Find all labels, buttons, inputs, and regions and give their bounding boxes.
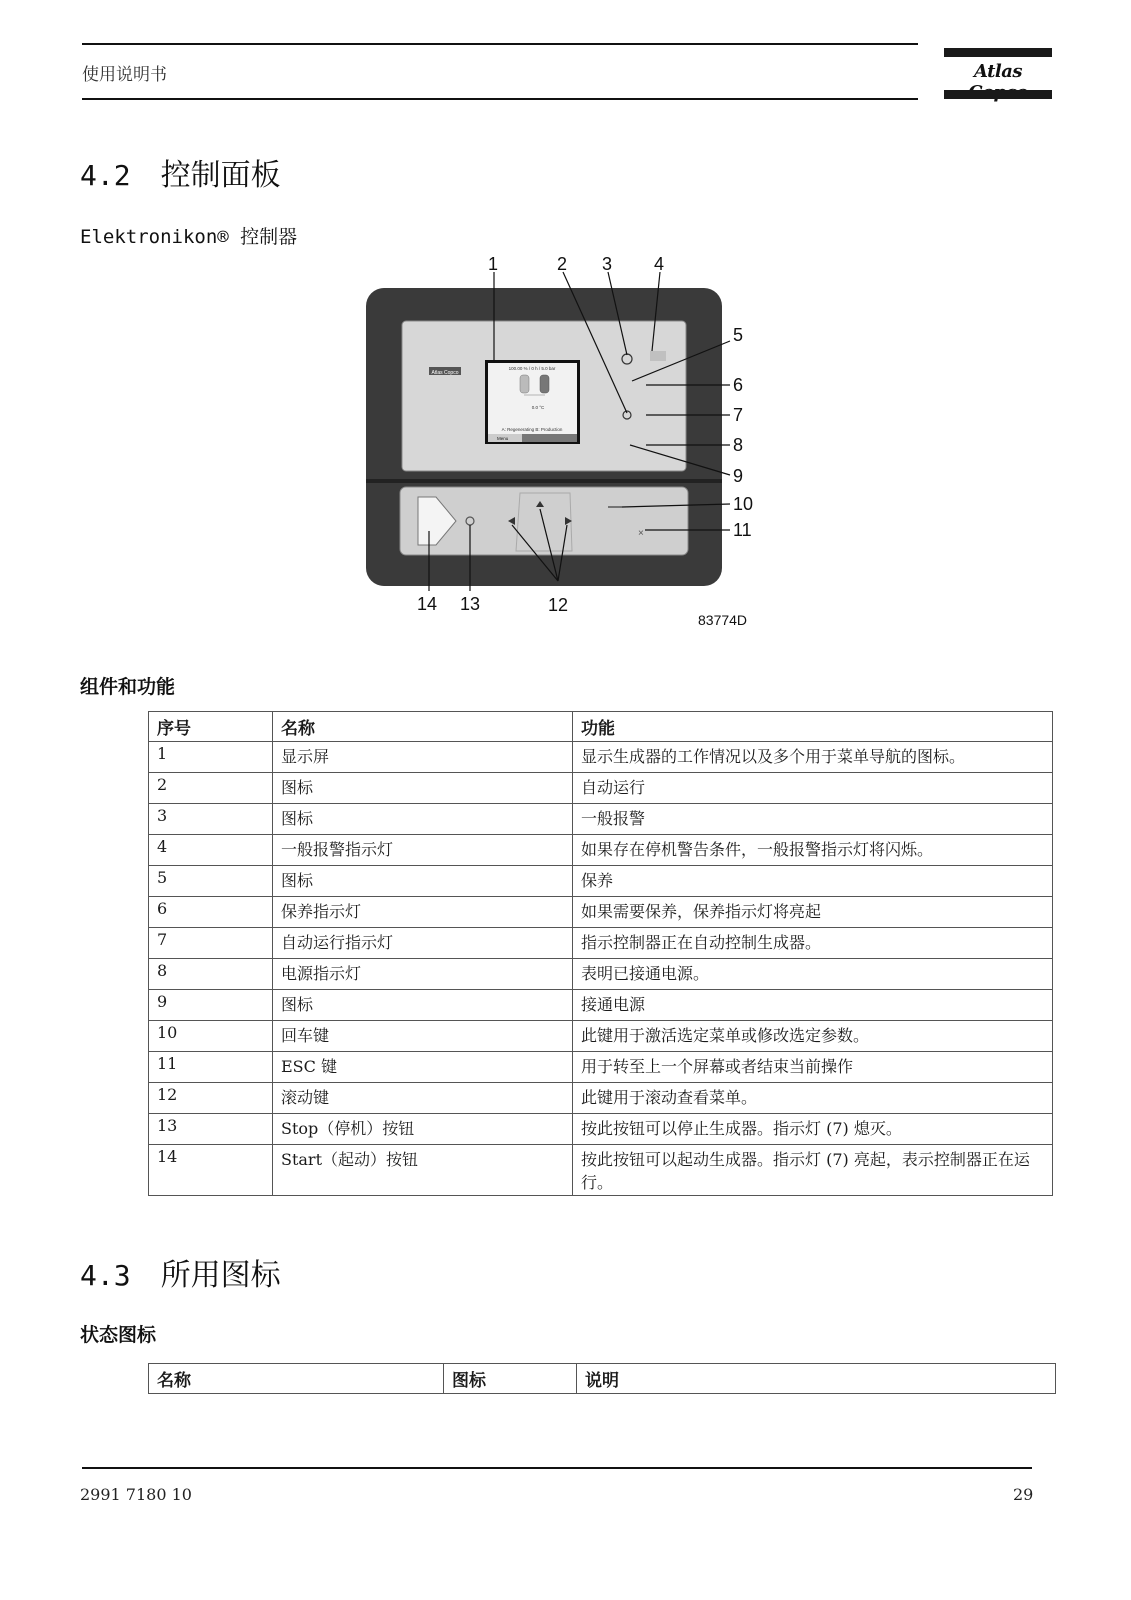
section-heading-4-3: 4.3 所用图标	[80, 1258, 281, 1293]
row-function-cell: 如果需要保养，保养指示灯将亮起	[573, 897, 1053, 928]
row-number-cell: 6	[149, 897, 273, 928]
table-row	[149, 928, 1053, 959]
table-row	[149, 990, 1053, 1021]
section-heading-4-2: 4.2 控制面板	[80, 158, 281, 193]
row-name-cell: 回车键	[273, 1021, 573, 1052]
column-header: 说明	[577, 1364, 1056, 1394]
footer-rule	[82, 1467, 1032, 1469]
row-function-cell: 一般报警	[573, 804, 1053, 835]
row-number-cell: 10	[149, 1021, 273, 1052]
row-function-cell: 用于转至上一个屏幕或者结束当前操作	[573, 1052, 1053, 1083]
row-name-cell: 图标	[273, 866, 573, 897]
header-title: 使用说明书	[82, 65, 167, 85]
row-function-cell: 此键用于滚动查看菜单。	[573, 1083, 1053, 1114]
page-number: 29	[1013, 1485, 1034, 1504]
row-name-cell: 电源指示灯	[273, 959, 573, 990]
callout-12: 12	[548, 595, 569, 615]
row-name-cell: 一般报警指示灯	[273, 835, 573, 866]
column-header: 序号	[149, 712, 273, 742]
callout-5: 5	[733, 325, 744, 345]
row-number-cell: 11	[149, 1052, 273, 1083]
row-function-cell: 显示生成器的工作情况以及多个用于菜单导航的图标。	[573, 742, 1053, 773]
components-heading: 组件和功能	[80, 676, 176, 698]
table-row	[149, 1021, 1053, 1052]
row-name-cell: Start（起动）按钮	[273, 1145, 573, 1196]
row-number-cell: 5	[149, 866, 273, 897]
row-function-cell: 自动运行	[573, 773, 1053, 804]
row-number-cell: 2	[149, 773, 273, 804]
callout-1: 1	[488, 255, 499, 274]
callout-6: 6	[733, 375, 744, 395]
row-function-cell: 按此按钮可以停止生成器。指示灯 (7) 熄灭。	[573, 1114, 1053, 1145]
callout-3: 3	[602, 255, 613, 274]
components-table	[148, 711, 1053, 1196]
column-header: 名称	[273, 712, 573, 742]
table-row	[149, 959, 1053, 990]
table-row	[149, 773, 1053, 804]
status-icons-heading: 状态图标	[80, 1324, 157, 1346]
row-function-cell: 此键用于激活选定菜单或修改选定参数。	[573, 1021, 1053, 1052]
table-header-row	[149, 712, 1053, 742]
row-number-cell: 14	[149, 1145, 273, 1196]
table-row	[149, 1083, 1053, 1114]
atlas-copco-logo: Atlas	[944, 48, 1052, 100]
row-name-cell: Stop（停机）按钮	[273, 1114, 573, 1145]
callout-8: 8	[733, 435, 744, 455]
row-number-cell: 8	[149, 959, 273, 990]
row-function-cell: 指示控制器正在自动控制生成器。	[573, 928, 1053, 959]
callout-13: 13	[460, 594, 481, 614]
status-icons-table	[148, 1363, 1056, 1394]
row-number-cell: 1	[149, 742, 273, 773]
table-header-row	[149, 1364, 1056, 1394]
figure-id: 83774D	[698, 612, 748, 628]
svg-text:0.0 °C: 0.0 °C	[531, 405, 545, 410]
row-number-cell: 12	[149, 1083, 273, 1114]
table-row	[149, 1114, 1053, 1145]
row-function-cell: 如果存在停机警告条件，一般报警指示灯将闪烁。	[573, 835, 1053, 866]
row-name-cell: 图标	[273, 773, 573, 804]
table-row	[149, 835, 1053, 866]
svg-text:Atlas Copco: Atlas Copco	[431, 370, 459, 376]
row-number-cell: 13	[149, 1114, 273, 1145]
table-row	[149, 804, 1053, 835]
header-top-rule	[82, 43, 918, 45]
row-function-cell: 按此按钮可以起动生成器。指示灯 (7) 亮起，表示控制器正在运行。	[573, 1145, 1053, 1196]
callout-2: 2	[557, 255, 568, 274]
controller-panel-figure	[340, 255, 790, 645]
row-name-cell: 自动运行指示灯	[273, 928, 573, 959]
column-header: 图标	[444, 1364, 577, 1394]
column-header: 名称	[149, 1364, 444, 1394]
row-name-cell: 保养指示灯	[273, 897, 573, 928]
row-name-cell: ESC 键	[273, 1052, 573, 1083]
row-name-cell: 图标	[273, 804, 573, 835]
display-screen	[485, 360, 580, 444]
svg-text:100.00 % / 0 h / 5.0 bar: 100.00 % / 0 h / 5.0 bar	[508, 366, 556, 371]
table-row	[149, 897, 1053, 928]
row-number-cell: 4	[149, 835, 273, 866]
row-function-cell: 表明已接通电源。	[573, 959, 1053, 990]
table-row	[149, 1052, 1053, 1083]
svg-text:A: Regenerating B: Production: A: Regenerating B: Production	[501, 427, 563, 432]
header-bottom-rule	[82, 98, 918, 100]
callout-9: 9	[733, 466, 744, 486]
callout-11: 11	[733, 520, 752, 540]
doc-number: 2991 7180 10	[80, 1485, 192, 1504]
row-function-cell: 接通电源	[573, 990, 1053, 1021]
row-number-cell: 7	[149, 928, 273, 959]
table-row	[149, 742, 1053, 773]
row-number-cell: 9	[149, 990, 273, 1021]
table-row	[149, 866, 1053, 897]
table-row	[149, 1145, 1053, 1196]
row-name-cell: 图标	[273, 990, 573, 1021]
callout-4: 4	[654, 255, 665, 274]
callout-7: 7	[733, 405, 744, 425]
row-function-cell: 保养	[573, 866, 1053, 897]
callout-14: 14	[417, 594, 438, 614]
callout-10: 10	[733, 494, 754, 514]
esc-key: ×	[638, 528, 644, 539]
row-name-cell: 滚动键	[273, 1083, 573, 1114]
row-name-cell: 显示屏	[273, 742, 573, 773]
svg-text:Menu: Menu	[497, 436, 509, 441]
row-number-cell: 3	[149, 804, 273, 835]
column-header: 功能	[573, 712, 1053, 742]
controller-subtitle: Elektronikon® 控制器	[80, 226, 298, 248]
